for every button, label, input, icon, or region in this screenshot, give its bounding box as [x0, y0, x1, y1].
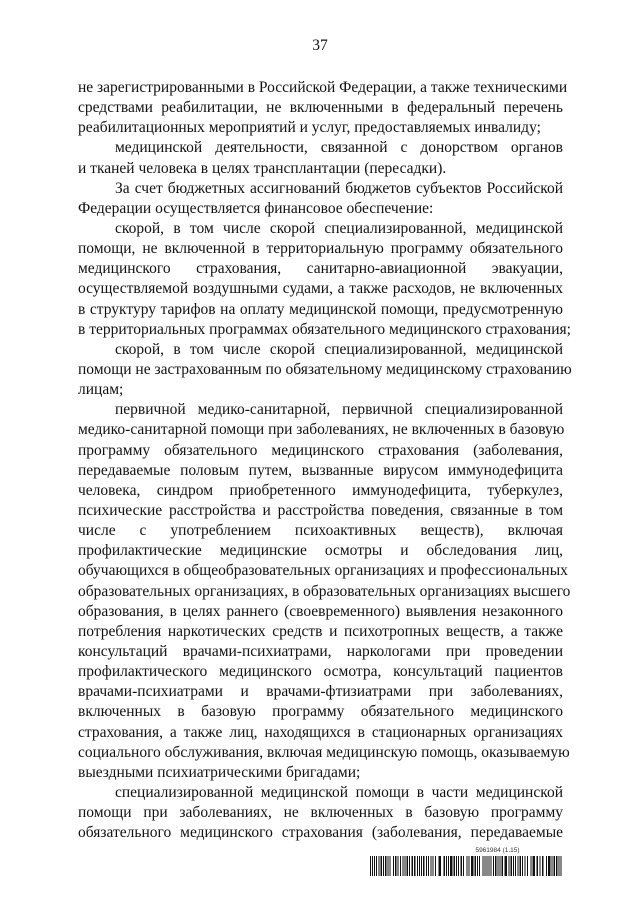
- barcode-bar: [518, 856, 519, 876]
- text-line: психические расстройства и расстройства поведения, связанные в том: [78, 501, 563, 519]
- barcode-bar: [469, 856, 470, 876]
- barcode-bar: [379, 856, 380, 876]
- barcode-bar: [475, 856, 477, 876]
- text-line: медико-санитарной помощи при заболеваниях, не включенных в базовую: [78, 421, 565, 439]
- barcode-bar: [403, 856, 404, 876]
- text-line: специализированной медицинской помощи в части медицинской: [115, 783, 563, 801]
- text-line: числе с употреблением психоактивных веществ), включая: [78, 522, 563, 540]
- barcode-bar: [395, 856, 397, 876]
- text-line: включенных в базовую программу обязательного медицинского: [78, 703, 563, 721]
- text-line: скорой, в том числе скорой специализированной, медицинской: [115, 340, 563, 358]
- barcode-bar: [409, 856, 410, 876]
- document-body: [78, 78, 572, 843]
- barcode-bar: [400, 856, 401, 876]
- barcode-bar: [495, 856, 497, 876]
- barcode-bar: [491, 856, 492, 876]
- text-line: обучающихся в общеобразовательных организациях и профессиональных: [78, 562, 568, 580]
- barcode-bar: [502, 856, 504, 876]
- barcode-bar: [531, 856, 532, 876]
- barcode-bar: [448, 856, 449, 876]
- barcode-bar: [485, 856, 486, 876]
- barcode-bar: [522, 856, 523, 876]
- text-line: обязательного медицинского страхования (заболевания, передаваемые: [78, 824, 563, 842]
- barcode-bar: [388, 856, 389, 876]
- barcode-bar: [500, 856, 501, 876]
- barcode-bar: [467, 856, 468, 876]
- text-line: помощи при заболеваниях, не включенных в базовую программу: [78, 804, 563, 822]
- text-line: потребления наркотических средств и психотропных веществ, а также: [78, 622, 563, 640]
- barcode-bar: [405, 856, 406, 876]
- text-line: реабилитационных мероприятий и услуг, предоставляемых инвалиду;: [78, 119, 541, 137]
- barcode-bar: [390, 856, 391, 876]
- barcode-bar: [559, 856, 560, 876]
- barcode-bar: [561, 856, 562, 876]
- barcode-bar: [423, 856, 425, 876]
- barcode-bar: [556, 856, 558, 876]
- barcode-bar: [433, 856, 434, 876]
- text-line: За счет бюджетных ассигнований бюджетов субъектов Российской: [115, 179, 563, 197]
- barcode-bar: [542, 856, 544, 876]
- text-line: скорой, в том числе скорой специализированной, медицинской: [115, 219, 563, 237]
- barcode-bar: [554, 856, 556, 876]
- barcode-bar: [431, 856, 432, 876]
- barcode-bar: [505, 856, 508, 876]
- text-line: социального обслуживания, включая медицинскую помощь, оказываемую: [78, 743, 570, 761]
- text-line: выездными психиатрическими бригадами;: [78, 763, 361, 781]
- barcode-bar: [372, 856, 373, 876]
- text-line: человека, синдром приобретенного иммунодефицита, туберкулез,: [78, 481, 563, 499]
- barcode-bar: [498, 856, 499, 876]
- barcode-bar: [370, 856, 371, 876]
- document-code: 5961984 (1.15): [475, 847, 520, 854]
- barcode-bar: [493, 856, 494, 876]
- text-line: средствами реабилитации, не включенными в федеральный перечень: [78, 99, 563, 117]
- text-line: программу обязательного медицинского страхования (заболевания,: [78, 441, 563, 459]
- text-line: осуществляемой воздушными судами, а также расходов, не включенных: [78, 280, 563, 298]
- text-line: страхования, а также лиц, находящихся в стационарных организациях: [78, 723, 563, 741]
- barcode-bar: [458, 856, 459, 876]
- barcode-bar: [479, 856, 480, 876]
- barcode-bar: [537, 856, 539, 876]
- barcode-bar: [461, 856, 463, 876]
- barcode-bar: [525, 856, 526, 876]
- barcode-bar: [446, 856, 447, 876]
- text-line: передаваемые половым путем, вызванные вирусом иммунодефицита: [78, 461, 563, 479]
- text-line: в структуру тарифов на оплату медицинской помощи, предусмотренную: [78, 300, 563, 318]
- barcode-bar: [456, 856, 457, 876]
- barcode-bar: [381, 856, 383, 876]
- barcode-bar: [471, 856, 474, 876]
- barcode-bar: [489, 856, 490, 876]
- barcode-bar: [477, 856, 478, 876]
- text-line: не зарегистрированными в Российской Федерации, а также техническими: [78, 79, 568, 96]
- barcode-bar: [419, 856, 420, 876]
- barcode-bar: [540, 856, 541, 876]
- text-line: Федерации осуществляется финансовое обеспечение:: [78, 199, 434, 217]
- barcode-bar: [511, 856, 513, 876]
- barcode-bar: [412, 856, 414, 876]
- barcode-bar: [439, 856, 442, 876]
- barcode-bar: [483, 856, 484, 876]
- barcode-bar: [546, 856, 547, 876]
- barcode-bar: [450, 856, 453, 876]
- text-line: лицам;: [78, 381, 124, 399]
- barcode-bar: [417, 856, 418, 876]
- barcode-bar: [454, 856, 456, 876]
- text-line: помощи не застрахованным по обязательному медицинскому страхованию: [78, 360, 572, 378]
- barcode-bar: [487, 856, 488, 876]
- barcode-bar: [552, 856, 553, 876]
- barcode-bar: [414, 856, 416, 876]
- barcode-bar: [515, 856, 516, 876]
- barcode-bar: [393, 856, 394, 876]
- barcode-bar: [527, 856, 528, 876]
- barcode-bar: [385, 856, 387, 876]
- text-line: образования, в целях раннего (своевременного) выявления незаконного: [78, 602, 563, 620]
- barcode-bar: [509, 856, 510, 876]
- barcode-bar: [398, 856, 399, 876]
- text-line: профилактические медицинские осмотры и обследования лиц,: [78, 542, 563, 560]
- page-number: 37: [312, 37, 328, 54]
- text-line: врачами-психиатрами и врачами-фтизиатрами при заболеваниях,: [78, 683, 563, 701]
- barcode-bar: [428, 856, 429, 876]
- text-line: помощи, не включенной в территориальную программу обязательного: [78, 240, 563, 258]
- barcode-bar: [376, 856, 377, 876]
- barcode-bar: [520, 856, 522, 876]
- barcode-bar: [421, 856, 422, 876]
- barcode: [370, 856, 563, 876]
- barcode-bar: [444, 856, 446, 876]
- text-line: в территориальных программах обязательного медицинского страхования;: [78, 320, 571, 338]
- text-line: первичной медико-санитарной, первичной специализированной: [115, 401, 563, 419]
- text-line: медицинской деятельности, связанной с донорством органов: [115, 139, 563, 157]
- barcode-bar: [426, 856, 427, 876]
- barcode-bar: [513, 856, 514, 876]
- text-line: образовательных организациях, в образовательных организациях высшего: [78, 582, 571, 600]
- barcode-bar: [383, 856, 384, 876]
- barcode-bar: [407, 856, 409, 876]
- barcode-bar: [548, 856, 551, 876]
- barcode-bar: [463, 856, 464, 876]
- barcode-bar: [435, 856, 436, 876]
- barcode-bar: [374, 856, 375, 876]
- text-line: и тканей человека в целях трансплантации (пересадки).: [78, 159, 447, 177]
- text-line: профилактического медицинского осмотра, консультаций пациентов: [78, 663, 563, 681]
- text-line: медицинского страхования, санитарно-авиационной эвакуации,: [78, 260, 563, 278]
- barcode-bar: [533, 856, 536, 876]
- text-line: консультаций врачами-психиатрами, наркологами при проведении: [78, 642, 563, 660]
